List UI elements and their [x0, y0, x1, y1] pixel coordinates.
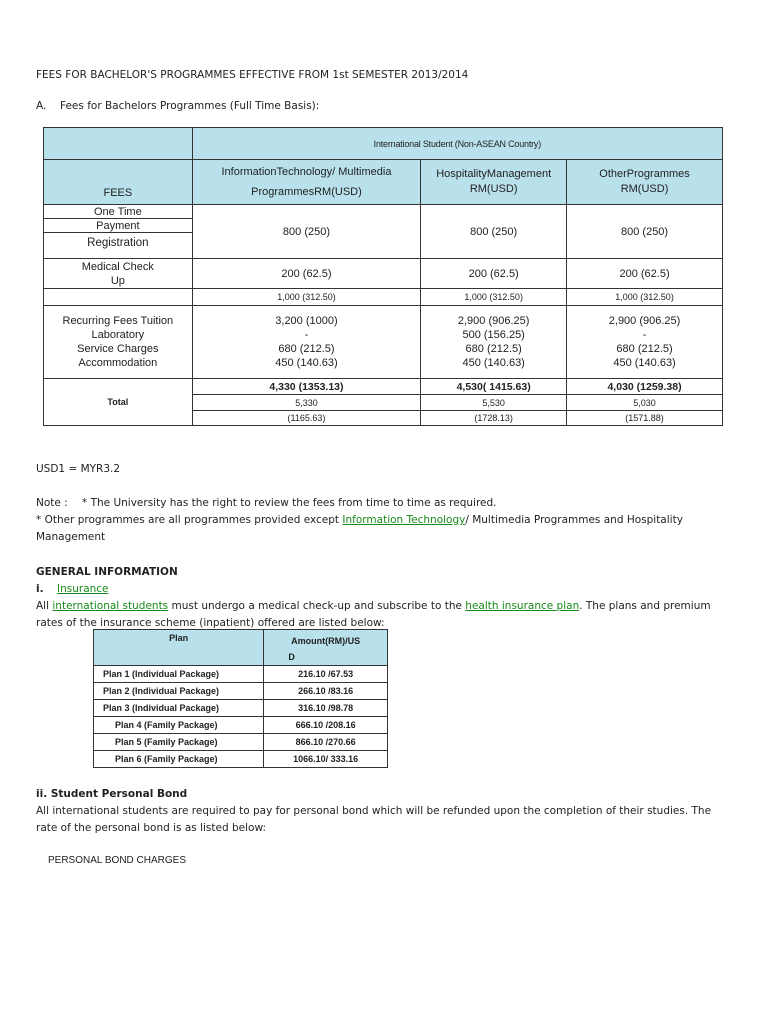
insurance-plans-table — [93, 629, 388, 768]
plan-1-amount: 216.10 /67.53 — [264, 666, 388, 683]
service-other: 680 (212.5) — [616, 343, 673, 355]
service-charges-label: Service Charges — [77, 343, 159, 355]
section-a-number: A. — [36, 100, 47, 112]
total-label: Total — [44, 379, 193, 426]
note-line-2 — [36, 514, 683, 526]
amount-column-header — [264, 630, 388, 666]
recurring-fees-other — [567, 306, 723, 379]
insurance-paragraph-start: All — [36, 600, 50, 612]
plan-column-header: Plan — [94, 630, 264, 666]
recurring-fees-hospitality — [421, 306, 567, 379]
recurring-fees-labels — [44, 306, 193, 379]
note-line-2-end: / Multimedia Programmes and Hospitality — [465, 514, 683, 526]
plan-5-name: Plan 5 (Family Package) — [94, 734, 264, 751]
medical-check-label-line2: Up — [110, 274, 125, 287]
laboratory-it: - — [304, 329, 309, 341]
document-title: FEES FOR BACHELOR'S PROGRAMMES EFFECTIVE FROM 1st SEMESTER 2013/2014 — [36, 69, 469, 81]
medical-check-label-line1: Medical Check — [81, 260, 154, 273]
total-other: 4,030 (1259.38) — [567, 379, 723, 395]
total-rm-hospitality: 5,530 — [421, 395, 567, 411]
plan-1-name: Plan 1 (Individual Package) — [94, 666, 264, 683]
laboratory-other: - — [642, 329, 647, 341]
hospitality-column-header: HospitalityManagement RM(USD) — [421, 160, 567, 205]
accommodation-it: 450 (140.63) — [275, 357, 338, 369]
registration-label: Registration — [44, 233, 193, 259]
accommodation-other: 450 (140.63) — [613, 357, 676, 369]
tuition-label: Recurring Fees Tuition — [62, 315, 174, 327]
onetime-total-other: 1,000 (312.50) — [567, 289, 723, 306]
plan-4-name: Plan 4 (Family Package) — [94, 717, 264, 734]
onetime-total-it: 1,000 (312.50) — [192, 289, 421, 306]
onetime-total-hospitality: 1,000 (312.50) — [421, 289, 567, 306]
total-usd-other: (1571.88) — [567, 411, 723, 426]
fees-table-corner-cell — [44, 128, 193, 160]
registration-fee-it: 800 (250) — [192, 205, 421, 259]
insurance-paragraph-middle: must undergo a medical check-up and subscribe to the — [171, 600, 462, 612]
registration-fee-hospitality: 800 (250) — [421, 205, 567, 259]
plan-2-name: Plan 2 (Individual Package) — [94, 683, 264, 700]
personal-bond-paragraph-line-2: rate of the personal bond is as listed below: — [36, 822, 266, 834]
plan-6-name: Plan 6 (Family Package) — [94, 751, 264, 768]
medical-fee-hospitality: 200 (62.5) — [421, 259, 567, 289]
insurance-paragraph-line-2: rates of the insurance scheme (inpatient) offered are listed below: — [36, 617, 385, 629]
note-line-1: * The University has the right to review the fees from time to time as required. — [82, 497, 497, 509]
accommodation-hospitality: 450 (140.63) — [462, 357, 525, 369]
payment-label: Payment — [44, 219, 193, 233]
total-rm-other: 5,030 — [567, 395, 723, 411]
total-hospitality: 4,530( 1415.63) — [421, 379, 567, 395]
total-rm-it: 5,330 — [192, 395, 421, 411]
total-it: 4,330 (1353.13) — [192, 379, 421, 395]
other-programmes-column-header: OtherProgrammes RM(USD) — [567, 160, 723, 205]
plan-5-amount: 866.10 /270.66 — [264, 734, 388, 751]
plan-6-amount: 1066.10/ 333.16 — [264, 751, 388, 768]
tuition-hospitality: 2,900 (906.25) — [457, 315, 530, 327]
international-student-header: International Student (Non-ASEAN Country) — [192, 128, 722, 160]
section-a-heading: Fees for Bachelors Programmes (Full Time Basis): — [60, 100, 320, 112]
insurance-link[interactable]: Insurance — [57, 583, 109, 595]
international-students-link[interactable]: international students — [52, 600, 169, 612]
recurring-fees-it — [192, 306, 421, 379]
amount-header-line1: Amount(RM)/US — [291, 636, 361, 646]
personal-bond-charges-heading: PERSONAL BOND CHARGES — [48, 855, 186, 866]
plan-3-name: Plan 3 (Individual Package) — [94, 700, 264, 717]
medical-check-up-label — [44, 259, 193, 289]
registration-fee-other: 800 (250) — [567, 205, 723, 259]
exchange-rate: USD1 = MYR3.2 — [36, 463, 121, 475]
note-line-3: Management — [36, 531, 106, 543]
amount-header-line2: D — [288, 652, 295, 662]
tuition-it: 3,200 (1000) — [275, 315, 338, 327]
it-multimedia-column-header: InformationTechnology/ Multimedia ProgrammesRM(USD) — [192, 160, 421, 205]
onetime-total-label-cell — [44, 289, 193, 306]
fees-column-header: FEES — [44, 160, 193, 205]
one-time-label: One Time — [44, 205, 193, 219]
personal-bond-paragraph-line-1: All international students are required to pay for personal bond which will be refunded upon the completion of their studies. The — [36, 805, 712, 817]
plan-2-amount: 266.10 /83.16 — [264, 683, 388, 700]
tuition-other: 2,900 (906.25) — [608, 315, 681, 327]
insurance-paragraph-end: . The plans and premium — [579, 600, 711, 612]
insurance-paragraph-line-1 — [36, 600, 711, 612]
laboratory-label: Laboratory — [91, 329, 145, 341]
general-information-heading: GENERAL INFORMATION — [36, 566, 178, 578]
total-usd-it: (1165.63) — [192, 411, 421, 426]
service-it: 680 (212.5) — [278, 343, 335, 355]
note-label: Note : — [36, 497, 68, 509]
medical-fee-other: 200 (62.5) — [567, 259, 723, 289]
plan-3-amount: 316.10 /98.78 — [264, 700, 388, 717]
service-hospitality: 680 (212.5) — [465, 343, 522, 355]
total-usd-hospitality: (1728.13) — [421, 411, 567, 426]
fees-table — [43, 127, 723, 426]
note-line-2-start: * Other programmes are all programmes provided except — [36, 514, 340, 526]
laboratory-hospitality: 500 (156.25) — [462, 329, 525, 341]
personal-bond-heading: ii. Student Personal Bond — [36, 788, 188, 800]
accommodation-label: Accommodation — [78, 357, 158, 369]
health-insurance-plan-link[interactable]: health insurance plan — [465, 600, 580, 612]
medical-fee-it: 200 (62.5) — [192, 259, 421, 289]
insurance-section-number: i. — [36, 583, 44, 595]
information-technology-link[interactable]: Information Technology — [342, 514, 466, 526]
plan-4-amount: 666.10 /208.16 — [264, 717, 388, 734]
